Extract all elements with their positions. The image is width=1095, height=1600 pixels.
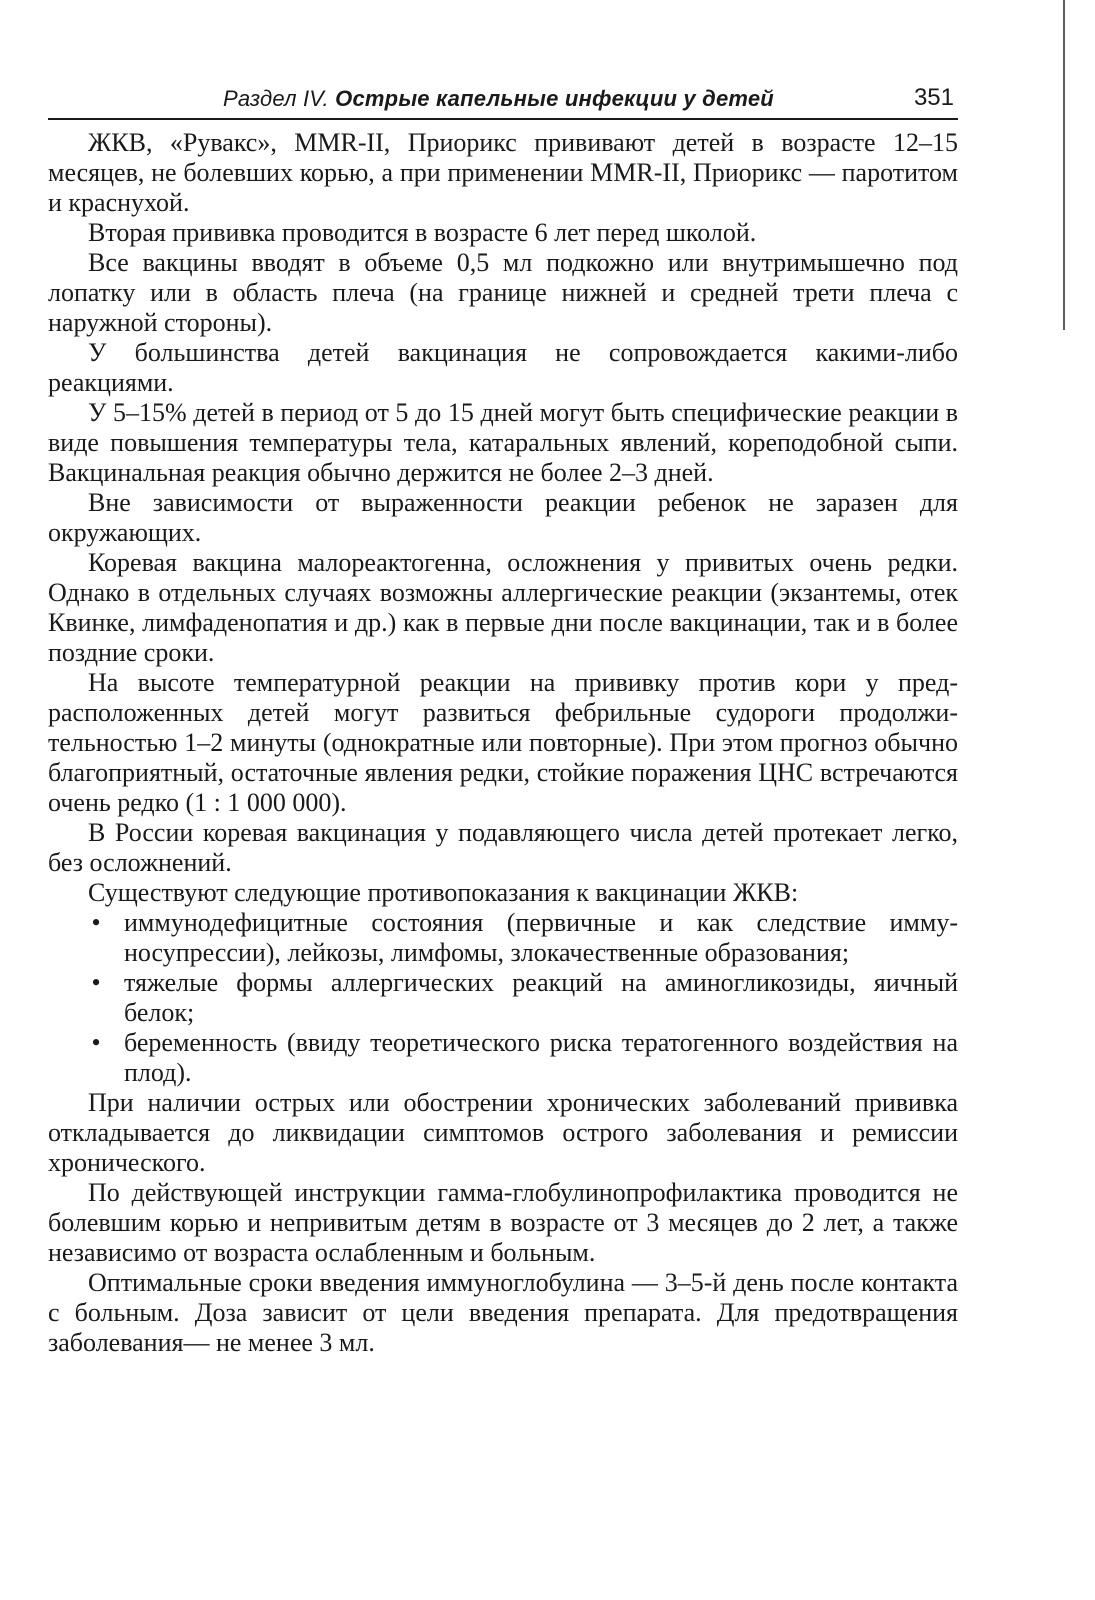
- paragraph: На высоте температурной реакции на прививку против кори у предрасположенных детей могут развиться фебрильные судороги продолжительностью 1–2 минуты (однократные или повторные). При этом прогноз обычно благоприятный, остаточные явления редки, стойкие поражения ЦНС встречаются очень редко (1 : 1 000 000).: [48, 668, 958, 817]
- paragraph: Вне зависимости от выраженности реакции ребенок не заразен для окружающих.: [48, 488, 958, 547]
- list-item-text: иммунодефицитные состояния (первичные и как следствие иммуносупрессии), лейкозы, лимфомы, злокачественные образования;: [124, 908, 958, 967]
- bullet-icon: •: [91, 908, 101, 937]
- bullet-icon: •: [91, 968, 101, 997]
- running-header-title: [223, 86, 774, 112]
- list-item: [91, 1028, 958, 1088]
- paragraph: ЖКВ, «Рувакс», MMR-II, Приорикс прививают детей в возрасте 12–15 месяцев, не болевших корью, а при применении MMR-II, Приорикс — паротитом и краснухой.: [48, 128, 958, 217]
- body-text: [48, 128, 958, 1358]
- list-item: [91, 908, 958, 968]
- page-number: 351: [913, 84, 954, 111]
- paragraph: При наличии острых или обострении хронических заболеваний прививка откладывается до ликвидации симптомов острого заболевания и ремиссии хронического.: [48, 1088, 958, 1177]
- contraindications-intro: Существуют следующие противопоказания к вакцинации ЖКВ:: [88, 878, 799, 907]
- list-item-text: беременность (ввиду теоретического риска тератогенного воздействия на плод).: [124, 1028, 958, 1087]
- paragraph: Все вакцины вводят в объеме 0,5 мл подкожно или внутримышечно под лопатку или в область плеча (на границе нижней и средней трети плеча с наружной стороны).: [48, 248, 958, 337]
- contraindications-list: [48, 908, 958, 1088]
- paragraph: В России коревая вакцинация у подавляющего числа детей протекает легко, без осложнений.: [48, 818, 958, 877]
- section-topic: Острые капельные инфекции у детей: [335, 86, 774, 111]
- running-header: [48, 84, 958, 120]
- scan-edge-line: [1063, 0, 1065, 330]
- paragraph: По действующей инструкции гамма-глобулинопрофилактика проводится не болевшим корью и непривитым детям в возрасте от 3 месяцев до 2 лет, а также независимо от возраста ослабленным и больным.: [48, 1178, 958, 1267]
- section-label: Раздел IV.: [223, 86, 329, 111]
- paragraph: Вторая прививка проводится в возрасте 6 лет перед школой.: [88, 218, 757, 247]
- document-page: [48, 84, 958, 1358]
- paragraph: У 5–15% детей в период от 5 до 15 дней могут быть специфические реакции в виде повышения температуры тела, катаральных явлений, кореподобной сыпи. Вакцинальная реакция обычно держится не более 2–3 дней.: [48, 398, 958, 487]
- bullet-icon: •: [91, 1028, 101, 1057]
- paragraph: Оптимальные сроки введения иммуноглобулина — 3–5-й день после контакта с больным. Доза зависит от цели введения препарата. Для предотвращения заболевания— не менее 3 мл.: [48, 1268, 958, 1357]
- list-item-text: тяжелые формы аллергических реакций на аминогликозиды, яичный белок;: [124, 968, 958, 1027]
- paragraph: У большинства детей вакцинация не сопровождается какими-либо реакциями.: [48, 338, 958, 397]
- paragraph: Коревая вакцина малореактогенна, осложнения у привитых очень редки. Однако в отдельных случаях возможны аллергические реакции (экзантемы, отек Квинке, лимфаденопатия и др.) как в первые дни после вакцинации, так и в более поздние сроки.: [48, 548, 958, 667]
- list-item: [91, 968, 958, 1028]
